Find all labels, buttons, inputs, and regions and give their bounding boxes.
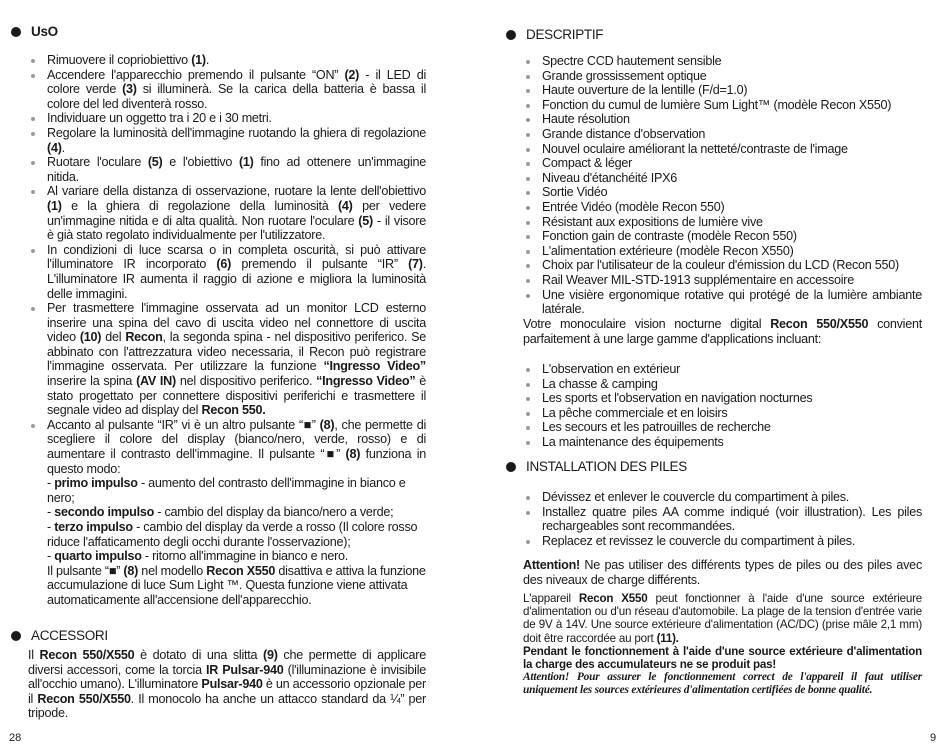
impulse-line: - terzo impulso - cambio del display da verde a rosso (Il colore rosso riduce l'affaticamento degli occhi durante l'osservazione);: [47, 520, 418, 549]
section-title: INSTALLATION DES PILES: [526, 459, 687, 474]
section-title: ACCESSORI: [31, 628, 108, 643]
descriptif-list: [542, 54, 922, 317]
list-item: Al variare della distanza di osservazione, ruotare la lente dell'obiettivo (1) e la ghiera di regolazione della luminosità (4) per vedere un'immagine nitida e di alta qualità. Non ruotare l'oculare (5) - il visore è già stato regolato individualmente per l'utilizzatore.: [47, 184, 426, 243]
list-item: Haute résolution: [542, 112, 922, 127]
list-item: Rail Weaver MIL-STD-1913 supplémentaire en accessoire: [542, 273, 922, 288]
bullet-dot-icon: [506, 462, 516, 472]
section-heading-uso: [11, 24, 58, 39]
list-item: Fonction du cumul de lumière Sum Light™ (modèle Recon X550): [542, 98, 922, 113]
list-item: Nouvel oculaire améliorant la netteté/contraste de l'image: [542, 142, 922, 157]
power-block: [523, 592, 922, 697]
accessori-paragraph: Il Recon 550/X550 è dotato di una slitta (9) che permette di applicare diversi accessori, come la torcia IR Pulsar-940 (l'illuminazione è invisibile all'occhio umano). L'illuminatore Pulsar-940 è un accessorio opzionale per il Recon 550/X550. Il monocolo ha anche un attacco standard da ¼” per tripode.: [28, 648, 426, 721]
installation-block: [542, 490, 922, 548]
section-heading-descriptif: [506, 27, 603, 42]
list-item: Regolare la luminosità dell'immagine ruotando la ghiera di regolazione (4).: [47, 125, 426, 155]
bullet-dot-icon: [11, 27, 21, 37]
list-item: Fonction gain de contraste (modèle Recon 550): [542, 229, 922, 244]
list-item: Spectre CCD hautement sensible: [542, 54, 922, 69]
attention-paragraph: Attention! Ne pas utiliser des différents types de piles ou des piles avec des niveaux de charge différents.: [523, 558, 922, 587]
power-paragraph: L'appareil Recon X550 peut fonctionner à l'aide d'une source extérieure d'alimentation ou d'un réseau d'automobile. La plage de la tension d'entrée varie de 9V à 14V. Une source extérieure d'alimentation (AC/DC) (prise mâle 2,1 mm) doit être raccordée au port (11).: [523, 592, 922, 645]
warning-bold: Pendant le fonctionnement à l'aide d'une source extérieure d'alimentation la charge des accumulateurs ne se produit pas!: [523, 644, 922, 672]
page-number: 9: [930, 732, 937, 744]
section-title: DESCRIPTIF: [526, 27, 604, 42]
list-item: Accanto al pulsante “IR” vi è un altro pulsante “■” (8), che permette di scegliere il colore del display (bianco/nero, verde, rosso) e di aumentare il contrasto dell'immagine. Il pulsante “■” (8) funziona in questo modo:: [47, 417, 426, 476]
impulse-line: Il pulsante “■” (8) nel modello Recon X550 disattiva e attiva la funzione accumulazione di luce Sum Light ™. Questa funzione viene attivata automaticamente all'accensione dell'apparecchio.: [47, 563, 426, 607]
uso-list: [47, 53, 426, 476]
list-item: Installez quatre piles AA comme indiqué (voir illustration). Les piles rechargeables sont recommandées.: [542, 504, 922, 534]
section-heading-accessori: [11, 628, 108, 643]
list-item: Les sports et l'observation en navigation nocturnes: [542, 391, 922, 406]
list-item: Grande grossissement optique: [542, 69, 922, 84]
list-item: Rimuovere il copriobiettivo (1).: [47, 53, 426, 68]
bullet-dot-icon: [11, 631, 21, 641]
accessori-block: [28, 648, 426, 721]
list-item: Per trasmettere l'immagine osservata ad un monitor LCD esterno inserire una spina del cavo di uscita video nel connettore di uscita video (10) del Recon, la segonda spina - nel dispositivo periferico. Se abbinato con l'attrezzatura video necessaria, il Recon può registrare l'immagine osservata. Per utilizzare la funzione “Ingresso Video” inserire la spina (AV IN) nel dispositivo periferico. “Ingresso Video” è stato progettato per connettere dispositivi periferichi e trasmettere il segnale video ad display del Recon 550.: [47, 301, 426, 418]
impulse-lines: [47, 476, 426, 607]
list-item: Individuare un oggetto tra i 20 e i 30 metri.: [47, 111, 426, 126]
list-item: L'alimentation extérieure (modèle Recon X550): [542, 244, 922, 259]
attention-block: [523, 558, 922, 587]
list-item: Replacez et revissez le couvercle du compartiment à piles.: [542, 534, 922, 549]
warning-italic: Attention! Pour assurer le fonctionnement correct de l'appareil il faut utiliser uniquement les sources extérieures d'alimentation certifiées de bonne qualité.: [523, 671, 922, 697]
impulse-line: - primo impulso - aumento del contrasto dell'immagine in bianco e nero;: [47, 476, 406, 505]
list-item: L'observation en extérieur: [542, 362, 922, 377]
list-item: Niveau d'étanchéité IPX6: [542, 171, 922, 186]
list-item: Grande distance d'observation: [542, 127, 922, 142]
list-item: La maintenance des équipements: [542, 435, 922, 450]
list-item: Entrée Vidéo (modèle Recon 550): [542, 200, 922, 215]
list-item: Ruotare l'oculare (5) e l'obiettivo (1) fino ad ottenere un'immagine nitida.: [47, 155, 426, 184]
list-item: Une visière ergonomique rotative qui protégé de la lumière ambiante latérale.: [542, 287, 922, 317]
section-heading-installation: [506, 459, 687, 474]
applications-list: [542, 362, 922, 450]
list-item: In condizioni di luce scarsa o in completa oscurità, si può attivare l'illuminatore IR incorporato (6) premendo il pulsante “IR” (7). L'illuminatore IR aumenta il raggio di azione e migliora la luminosità delle immagini.: [47, 242, 426, 301]
list-item: Compact & léger: [542, 156, 922, 171]
list-item: Choix par l'utilisateur de la couleur d'émission du LCD (Recon 550): [542, 258, 922, 273]
right-page: [475, 0, 950, 753]
applications-block: [542, 362, 922, 450]
list-item: Haute ouverture de la lentille (F/d=1.0): [542, 83, 922, 98]
list-item: La chasse & camping: [542, 377, 922, 392]
list-item: Sortie Vidéo: [542, 185, 922, 200]
list-item: Accendere l'apparecchio premendo il pulsante “ON” (2) - il LED di colore verde (3) si illuminerà. Se la carica della batteria è bassa il colore del led diventerà rosso.: [47, 67, 426, 111]
list-item: Dévissez et enlever le couvercle du compartiment à piles.: [542, 490, 922, 505]
list-item: La pêche commerciale et en loisirs: [542, 406, 922, 421]
uso-list-block: [47, 53, 426, 608]
impulse-line: - secondo impulso - cambio del display da bianco/nero a verde;: [47, 505, 394, 520]
section-title: UsO: [31, 24, 58, 39]
list-item: Les secours et les patrouilles de recherche: [542, 420, 922, 435]
page-number: 28: [9, 732, 22, 744]
impulse-line: - quarto impulso - ritorno all'immagine in bianco e nero.: [47, 549, 349, 564]
list-item: Résistant aux expositions de lumière vive: [542, 215, 922, 230]
intro-block: [523, 317, 922, 346]
installation-list: [542, 490, 922, 548]
intro-paragraph: Votre monoculaire vision nocturne digital Recon 550/X550 convient parfaitement à une large gamme d'applications incluant:: [523, 317, 922, 346]
bullet-dot-icon: [506, 30, 516, 40]
descriptif-block: [542, 54, 922, 317]
